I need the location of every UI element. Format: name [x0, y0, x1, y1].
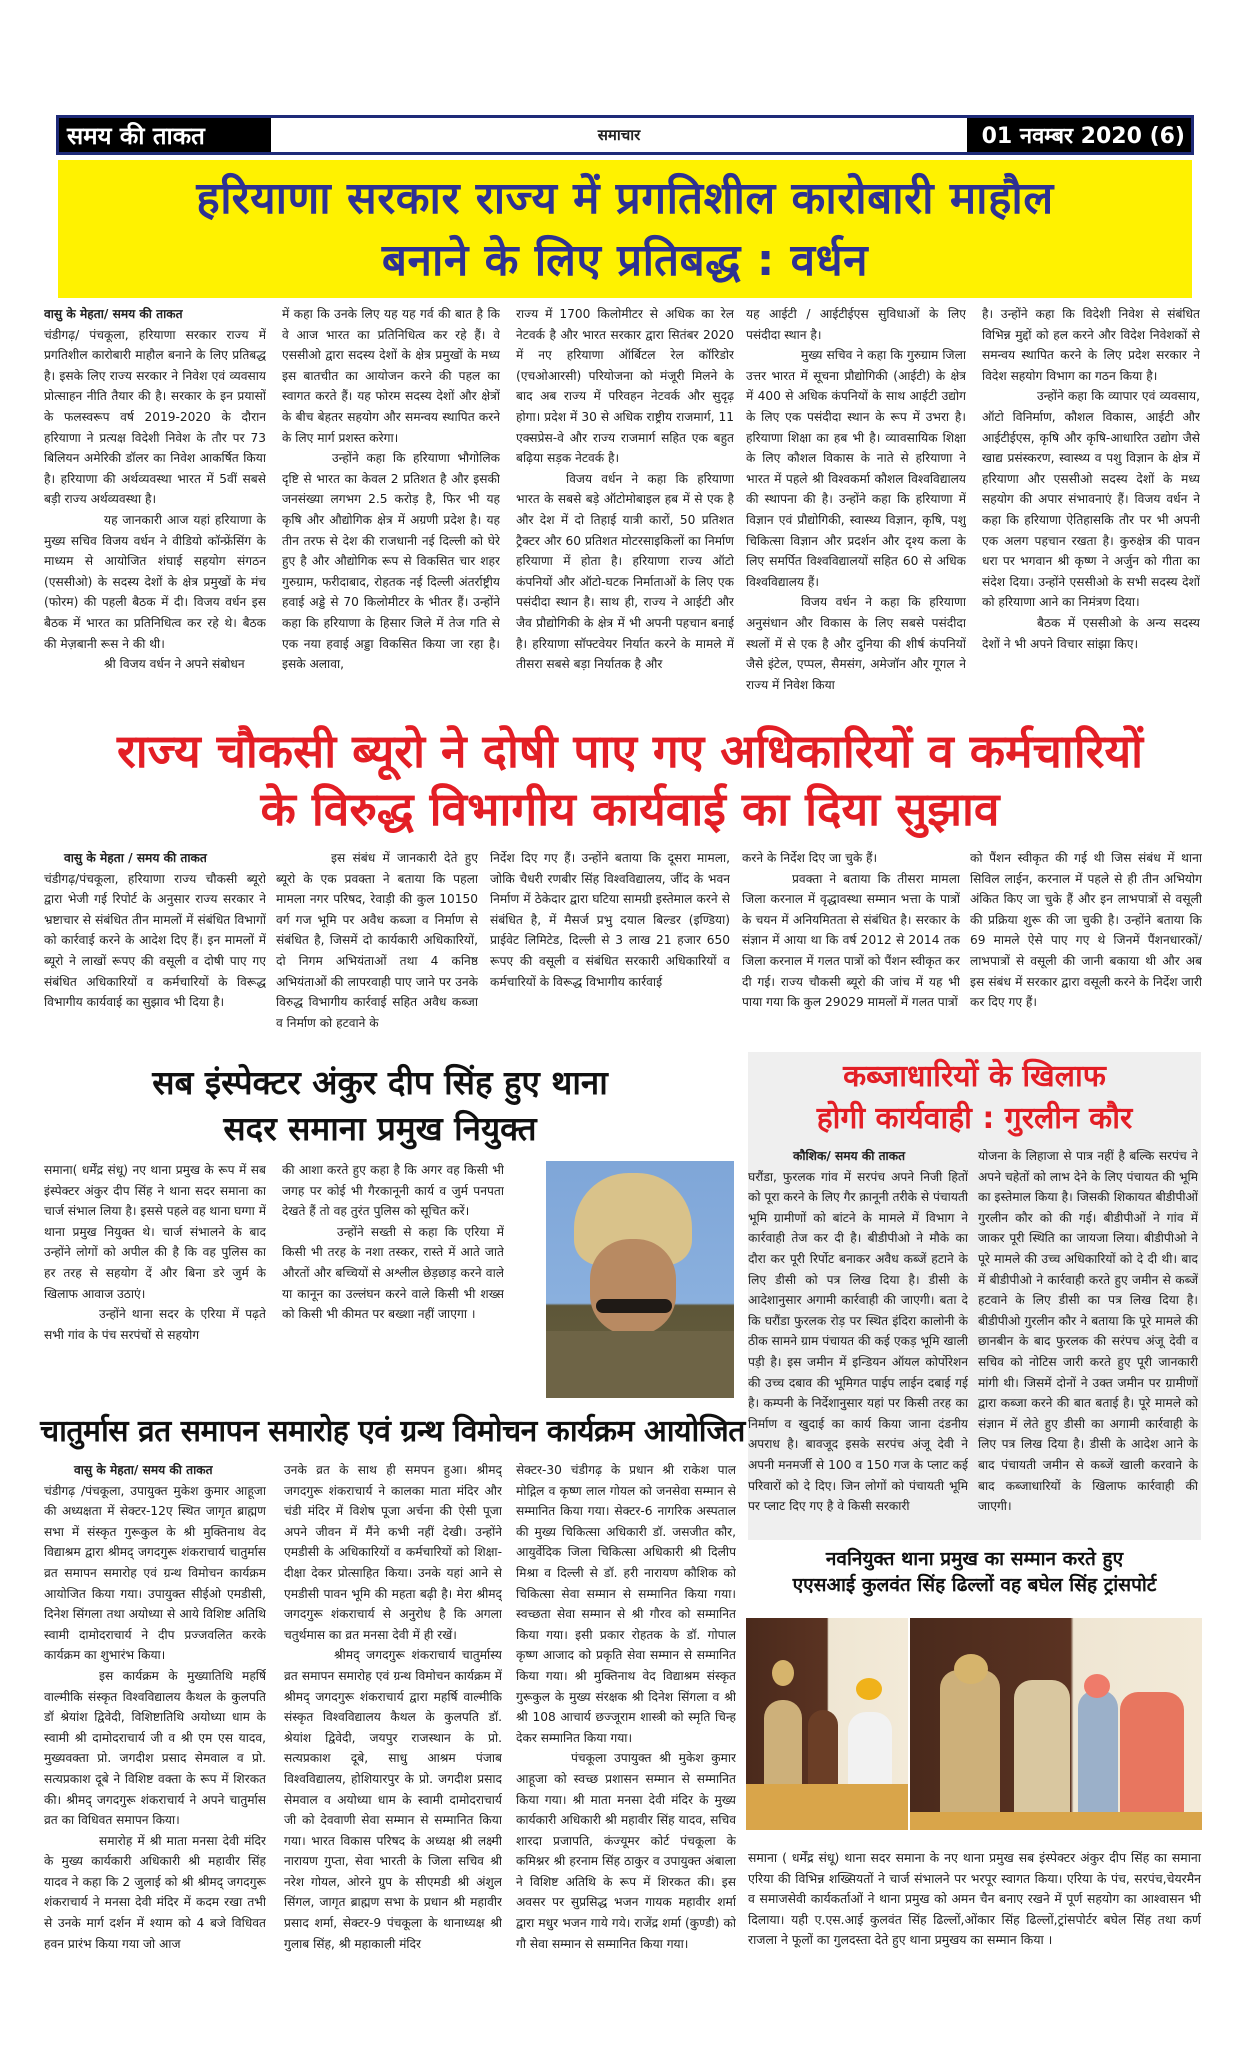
story1-headline-line1: हरियाणा सरकार राज्य में प्रगतिशील कारोबारी माहौल [196, 173, 1054, 224]
turban-shape [954, 1654, 988, 1684]
story3-column-1 [44, 1160, 266, 1405]
story5-paragraph: सेक्टर-30 चंडीगढ़ के प्रधान श्री राकेश पाल मोद्गिल व कृष्ण लाल गोयल को जनसेवा सम्मान से सम्मानित किया गया। सेक्टर-6 नागरिक अस्पताल की मुख्य चिकित्सा अधिकारी डॉ. जसजीत कौर, आयुर्वेदिक जिला चिकित्सा अधिकारी श्री दिलीप मिश्रा व दिल्ली से डॉ. हरी नारायण कौशिक को चिकित्सा सेवा सम्मान से सम्मानित किया गया। स्वच्छता सेवा सम्मान से श्री गौरव को सम्मानित किया गया। इसी प्रकार रोहतक के डॉ. गोपाल कृष्ण आजाद को प्रकृति सेवा सम्मान से सम्मानित किया गया। श्री मुक्तिनाथ वेद विद्याश्रम संस्कृत गुरूकुल के मुख्य संरक्षक श्री दिनेश सिंगला व श्री श्री 108 आचार्य छज्जूराम शास्त्री को स्मृति चिन्ह देकर सम्मानित किया गया। [516, 1463, 736, 1745]
story1-paragraph: मुख्य सचिव ने कहा कि गुरुग्राम जिला उत्तर भारत में सूचना प्रौद्योगिकी (आईटी) के क्षेत्र में 400 से अधिक कंपनियों के साथ आईटी उद्योग के लिए एक पसंदीदा स्थान के रूप में उभरा है। हरियाणा शिक्षा का हब भी है। व्यावसायिक शिक्षा के लिए कौशल विकास के नाते से हरियाणा ने भारत में पहले श्री विश्वकर्मा कौशल विश्वविद्यालय की स्थापना की है। उन्होंने कहा कि हरियाणा में विज्ञान एवं प्रौद्योगिकी, स्वास्थ्य विज्ञान, कृषि, पशु चिकित्सा विज्ञान और प्रदर्शन और दृश्य कला के लिए समर्पित विश्वविद्यालयों सहित 60 से अधिक विश्वविद्यालय हैं। [746, 348, 966, 589]
story1-paragraph: बैठक में एससीओ के अन्य सदस्य देशों ने भी अपने विचार सांझा किए। [982, 615, 1200, 651]
story1-byline: वासु के मेहता/ समय की ताकत [44, 307, 183, 321]
story3-headline-line2: सदर समाना प्रमुख नियुक्त [223, 1109, 537, 1148]
story1-paragraph: यह जानकारी आज यहां हरियाणा के मुख्य सचिव विजय वर्धन ने वीडियो कॉन्फ्रेंसिंग के माध्यम से आयोजित शंघाई सहयोग संगठन (एससीओ) के सदस्य देशों के क्षेत्र प्रमुखों के मंच (फोरम) की पहली बैठक में दी। विजय वर्धन इस बैठक में भारत का प्रतिनिधित्व कर रहे थे। बैठक की मेज़बानी रूस ने की थी। [44, 512, 266, 651]
story2-column-4 [742, 848, 960, 1053]
story5-headline: चातुर्मास व्रत समापन समारोह एवं ग्रन्थ विमोचन कार्यक्रम आयोजित [40, 1414, 745, 1449]
officer-portrait-photo [546, 1161, 734, 1398]
story2-paragraph: को पैंशन स्वीकृत की गई थी जिस संबंध में थाना सिविल लाईन, करनाल में पहले से ही तीन अभियोग अंकित किए जा चुके हैं और इन लाभपात्रों से वसूली की प्रक्रिया शुरू की जा चुकी है। उन्होंने बताया कि 69 मामले ऐसे पाए गए थे जिनमें पैंशनधारकों/ लाभपात्रों से वसूली की जानी बकाया थी और अब इस संबंध में सरकार द्वारा वसूली करने के निर्देश जारी कर दिए गए हैं। [970, 851, 1202, 1010]
story5-column-2 [284, 1460, 502, 2040]
story2-headline-line1: राज्य चौकसी ब्यूरो ने दोषी पाए गए अधिकारियों व कर्मचारियों [116, 724, 1144, 778]
story6-caption: समाना ( धर्मेंद्र संधू) थाना सदर समाना के नए थाना प्रमुख सब इंस्पेक्टर अंकुर दीप सिंह का समाना एरिया की विभिन्न शख्सियतों ने चार्ज संभालने पर भरपूर स्वागत किया। एरिया के पंच, सरपंच,चेयरमैन व समाजसेवी कार्यकर्ताओं ने थाना प्रमुख को अमन चैन बनाए रखने में पूर्ण सहयोग का आश्वासन भी दिलाया। यही ए.एस.आई कुलवंत सिंह ढिल्लों,ओंकार सिंह ढिल्लों,ट्रांसपोर्टर बघेल सिंह तथा कर्ण राजला ने फूलों का गुलदस्ता देते हुए थाना प्रमुखय का सम्मान किया । [748, 1850, 1201, 1947]
story2-column-3 [490, 848, 730, 1053]
story3-headline [40, 1060, 720, 1152]
story2-paragraph: चंडीगढ़/पंचकूला, हरियाणा राज्य चौकसी ब्यूरो द्वारा भेजी गई रिपोर्ट के अनुसार राज्य सरकार ने भ्रष्टाचार से संबंधित तीन मामलों में संबंधित विभागों को कार्रवाई करने के आदेश दिए हैं। इन मामलों में ब्यूरो ने लाखों रूपए की वसूली व दोषी पाए गए संबंधित अधिकारियों व कर्मचारियों के विरूद्ध विभागीय कार्यवाई का सुझाव भी दिया है। [44, 871, 266, 1010]
story5-paragraph: उनके व्रत के साथ ही समपन हुआ। श्रीमद् जगदगुरू शंकराचार्य ने कालका माता मंदिर और चंडी मंदिर में विशेष पूजा अर्चना की ऐसी पूजा अपने जीवन में मैंने कभी नहीं देखी। उन्होंने एमडीसी के अधिकारियों व कर्मचारियों को शिक्षा-दीक्षा देकर प्रोत्साहित किया। उनके यहां आने से एमडीसी पावन भूमि की महता बढ़ी है। मेरा श्रीमद् जगदगुरू शंकराचार्य से अनुरोध है कि अगला चतुर्थमास का व्रत मनसा देवी में ही रखें। [284, 1463, 502, 1642]
story1-column-1 [44, 304, 266, 716]
story1-paragraph: राज्य में 1700 किलोमीटर से अधिक का रेल नेटवर्क है और भारत सरकार द्वारा सितंबर 2020 में नए हरियाणा ऑर्बिटल रेल कॉरिडोर (एचओआरसी) परियोजना को मंजूरी मिलने के बाद अब राज्य में परिवहन नेटवर्क और सुदृढ़ होगा। प्रदेश में 30 से अधिक राष्ट्रीय राजमार्ग, 11 एक्सप्रेस-वे और राज्य राजमार्ग सहित एक बहुत बढ़िया सड़क नेटवर्क है। [516, 307, 734, 466]
story1-paragraph: उन्होंने कहा कि व्यापार एवं व्यवसाय, ऑटो विनिर्माण, कौशल विकास, आईटी और आईटीईएस, कृषि और कृषि-आधारित उद्योग जैसे खाद्य प्रसंस्करण, स्वास्थ्य व पशु विज्ञान के क्षेत्र में हरियाणा और एससीओ सदस्य देशों के मध्य सहयोग की अपार संभावनाएं हैं। विजय वर्धन ने कहा कि हरियाणा ऐतिहासकि तौर पर भी अपनी एक अलग पहचान रखता है। कुरुक्षेत्र की पावन धरा पर भगवान श्री कृष्ण ने अर्जुन को गीता का संदेश दिया। उन्होंने एससीओ के सभी सदस्य देशों को हरियाणा आने का निमंत्रण दिया। [982, 389, 1200, 610]
story1-paragraph: है। उन्होंने कहा कि विदेशी निवेश से संबंधित विभिन्न मुद्दों को हल करने और विदेश निवेशकों से समन्वय स्थापित करने के लिए प्रदेश सरकार ने विदेश सहयोग विभाग का गठन किया है। [982, 307, 1200, 383]
story2-byline: वासु के मेहता / समय की ताकत [64, 851, 207, 865]
story2-column-5 [970, 848, 1202, 1053]
story4-column-2 [978, 1146, 1198, 1536]
mustache-shape [596, 1299, 672, 1313]
story1-headline-line2: बनाने के लिए प्रतिबद्ध : वर्धन [381, 235, 869, 286]
desk-shape [910, 1812, 1202, 1830]
person-figure [1120, 1692, 1184, 1830]
story3-column-2 [282, 1160, 504, 1405]
uniform-shape [546, 1331, 734, 1398]
story1-paragraph: चंडीगढ़/ पंचकूला, हरियाणा सरकार राज्य में प्रगतिशील कारोबारी माहौल बनाने के लिए प्रतिबद्ध है। इसके लिए राज्य सरकार ने निवेश एवं व्यवसाय प्रोत्साहन नीति तैयार की है। सरकार के इन प्रयासों के फलस्वरूप वर्ष 2019-2020 के दौरान हरियाणा ने प्रत्यक्ष विदेशी निवेश के तौर पर 73 बिलियन अमेरिकी डॉलर का निवेश आकर्षित किया है। हरियाणा की अर्थव्यवस्था भारत में 5वीं सबसे बड़ी राज्य अर्थव्यवस्था है। [44, 327, 266, 507]
story6-headline-line1: नवनियुक्त थाना प्रमुख का सम्मान करते हुए [825, 1548, 1124, 1570]
section-label: समाचार [271, 118, 967, 152]
story2-headline-line2: के विरुद्ध विभागीय कार्यवाई का दिया सुझाव [260, 782, 1000, 836]
turban-shape [772, 1660, 794, 1686]
story1-paragraph: में कहा कि उनके लिए यह यह गर्व की बात है कि वे आज भारत का प्रतिनिधित्व कर रहे हैं। वे एससीओ द्वारा सदस्य देशों के क्षेत्र प्रमुखों के मध्य इस बातचीत का आयोजन करने की पहल का स्वागत करते हैं। यह फोरम सदस्य देशों और क्षेत्रों के बीच बेहतर सहयोग और समन्वय स्थापित करने के लिए मार्ग प्रशस्त करेगा। [282, 307, 500, 445]
story1-column-4 [746, 304, 966, 716]
story1-paragraph: विजय वर्धन ने कहा कि हरियाणा अनुसंधान और विकास के लिए सबसे पसंदीदा स्थलों में से एक है और दुनिया की शीर्ष कंपनियों जैसे इंटेल, एप्पल, सैमसंग, अमेजॉन और गूगल ने राज्य में निवेश किया [746, 595, 966, 692]
story4-column-1 [748, 1146, 968, 1536]
person-figure [1014, 1680, 1070, 1830]
story3-paragraph: समाना( धर्मेंद्र संधू) नए थाना प्रमुख के रूप में सब इंस्पेक्टर अंकुर दीप सिंह ने थाना सदर समाना का चार्ज संभाल लिया है। इससे पहले वह थाना घग्गा में थाना प्रमुख नियुक्त थे। चार्ज संभालने के बाद उन्होंने लोगों को अपील की है कि वह पुलिस का हर तरह से सहयोग दें और बिना डरे जुर्म के खिलाफ आवाज उठाएं। [44, 1163, 266, 1301]
story2-headline [40, 722, 1220, 838]
story6-headline-line2: एएसआई कुलवंत सिंह ढिल्लों वह बघेल सिंह ट्रांसपोर्ट [792, 1574, 1157, 1596]
story1-headline-banner [58, 160, 1192, 298]
story6-headline [748, 1546, 1201, 1598]
date-page: 01 नवम्बर 2020 (6) [967, 118, 1191, 152]
face-shape [590, 1239, 676, 1335]
story3-paragraph: उन्होंने थाना सदर के एरिया में पढ़ते सभी गांव के पंच सरपंचों से सहयोग [44, 1307, 266, 1342]
story1-column-5 [982, 304, 1200, 716]
story2-paragraph: करने के निर्देश दिए जा चुके हैं। [742, 851, 878, 865]
story5-paragraph: पंचकूला उपायुक्त श्री मुकेश कुमार आहूजा को स्वच्छ प्रशासन सम्मान से सम्मानित किया गया। श्री माता मनसा देवी मंदिर के मुख्य कार्यकारी अधिकारी श्री महावीर सिंह यादव, सचिव शारदा प्रजापति, कंज्यूमर कोर्ट पंचकूला के कमिश्नर श्री हरनाम सिंह ठाकुर व उपायुक्त अंबाला ने विशिष्ट अतिथि के रूप में शिरकत की। इस अवसर पर सुप्रसिद्ध भजन गायक महावीर शर्मा द्वारा मधुर भजन गाये गये। राजेंद्र शर्मा (कुण्डी) को गौ सेवा सम्मान से सम्मानित किया गया। [516, 1751, 736, 1951]
story2-column-2 [276, 848, 478, 1053]
story5-paragraph: चंडीगढ़ /पंचकूला, उपायुक्त मुकेश कुमार आहूजा की अध्यक्षता में सेक्टर-12ए स्थित जागृत ब्राह्मण सभा में संस्कृत गुरूकुल के श्री मुक्तिनाथ वेद विद्याश्रम द्वारा श्रीमद् जगदगुरू शंकराचार्य चातुर्मास व्रत समापन समारोह एवं ग्रन्थ विमोचन कार्यक्रम आयोजित किया गया। उपायुक्त सीईओ एमडीसी, दिनेश सिंगला तथा अयोध्या से आये विशिष्ट अतिथि स्वामी दामोदराचार्य ने दीप प्रज्जवलित करके कार्यक्रम का शुभारंभ किया। [44, 1483, 266, 1663]
story1-column-3 [516, 304, 734, 716]
story1-paragraph: श्री विजय वर्धन ने अपने संबोधन [104, 657, 245, 672]
desk-shape [746, 1784, 908, 1830]
story4-headline [748, 1056, 1201, 1140]
story5-byline: वासु के मेहता/ समय की ताकत [74, 1463, 213, 1477]
story5-paragraph: समारोह में श्री माता मनसा देवी मंदिर के मुख्य कार्यकारी अधिकारी श्री महावीर सिंह यादव ने कहा कि 2 जुलाई को श्री श्रीमद् जगदगुरू शंकराचार्य ने मनसा देवी मंदिर में कदम रखा तभी से उनके मार्ग दर्शन में श्याम को 4 बजे विधिवत हवन प्रारंभ किया गया जो आज [44, 1833, 266, 1951]
story1-column-2 [282, 304, 500, 716]
story5-paragraph: श्रीमद् जगदगुरू शंकराचार्य चातुर्मास्य व्रत समापन समारोह एवं ग्रन्थ विमोचन कार्यक्रम में श्रीमद् जगदगुरू शंकराचार्य द्वारा महर्षि वाल्मीकि संस्कृत विश्वविद्यालय कैथल के कुलपति डॉ. श्रेयांश द्विवेदी, जयपुर राजस्थान के प्रो. सत्यप्रकाश दूबे, साधु आश्रम पंजाब विश्वविद्यालय, होशियारपुर के प्रो. जगदीश प्रसाद सेमवाल व अयोध्या धाम के स्वामी दामोदराचार्य जी को देववाणी सेवा सम्मान से सम्मानित किया गया। भारत विकास परिषद के अध्यक्ष श्री लक्ष्मी नारायण गुप्ता, सेवा भारती के जिला सचिव श्री नरेश गोयल, ओरने ग्रुप के सीएमडी श्री अंशुल सिंगल, जागृत ब्राह्मण सभा के प्रधान श्री महावीर प्रसाद शर्मा, सेक्टर-9 पंचकूला के थानाध्यक्ष श्री गुलाब सिंह, श्री महाकाली मंदिर [284, 1648, 502, 1951]
paper-name: समय की ताकत [59, 118, 271, 152]
story5-column-3 [516, 1460, 736, 2040]
story3-headline-line1: सब इंस्पेक्टर अंकुर दीप सिंह हुए थाना [152, 1063, 608, 1102]
story2-paragraph: इस संबंध में जानकारी देते हुए ब्यूरो के एक प्रवक्ता ने बताया कि पहला मामला नगर परिषद, रेवाड़ी की कुल 10150 वर्ग गज भूमि पर अवैध कब्जा व निर्माण से संबंधित है, जिसमें दो कार्यकारी अधिकारियों, दो निगम अभियंताओं तथा 4 कनिष्ठ अभियंताओं की लापरवाही पाए जाने पर उनके विरुद्ध विभागीय कार्रवाई सहित अवैध कब्जा व निर्माण को हटवाने के [276, 851, 478, 1030]
story2-paragraph: निर्देश दिए गए हैं। उन्होंने बताया कि दूसरा मामला, जोकि चैधरी रणबीर सिंह विश्वविद्यालय, जींद के भवन निर्माण में ठेकेदार द्वारा घटिया सामग्री इस्तेमाल करने से संबंधित है, में मैसर्ज प्रभु दयाल बिल्डर (इण्डिया) प्राईवेट लिमिटेड, दिल्ली से 3 लाख 21 हजार 650 रूपए की वसूली व संबंधित सरकारी अधिकारियों व कर्मचारियों के विरूद्ध विभागीय कार्रवाई [490, 851, 730, 989]
story4-paragraph: घरौंडा, फुरलक गांव में सरपंच अपने निजी हितों को पूरा करने के लिए गैर क़ानूनी तरीके से पंचायती भूमि ग्रामीणों को बांटने के मामले में विभाग ने कार्रवाही तेज कर दी है। बीडीपीओ ने मौके का दौरा कर पूरी रिर्पोट बनाकर अवैध कब्जें हटाने के लिए डीसी को पत्र लिख दिया है। डीसी के आदेशानुसार अगामी कार्रवाही की जाएगी। बता दे कि घरौंडा फुरलक रोड़ पर स्थित इंदिरा कालोनी के ठीक सामने ग्राम पंचायत की कई एकड़ भूमि खाली पड़ी है। इस जमीन में इन्डियन ऑयल कोर्पोरेशन की उच्च दबाव की भूमिगत पाईप लाईन दबाई गई है। कम्पनी के निर्देशानुसार यहां पर किसी तरह का निर्माण व खुदाई का कार्य किया जाना दंडनीय अपराध है। बावजूद इसके सरपंच अंजू देवी ने अपनी मनमर्जी से 100 व 150 गज के प्लाट कई परिवारों को दे दिए। जिन लोगों को पंचायती भूमि पर प्लाट दिए गए है वे किसी सरकारी [748, 1169, 968, 1514]
story1-paragraph: यह आईटी / आईटीईएस सुविधाओं के लिए पसंदीदा स्थान है। [746, 307, 966, 342]
person-figure [1078, 1690, 1118, 1830]
turban-shape [856, 1678, 882, 1700]
story2-paragraph: प्रवक्ता ने बताया कि तीसरा मामला जिला करनाल में वृद्धावस्था सम्मान भत्ता के पात्रों के चयन में अनियमितता से संबंधित है। सरकार के संज्ञान में आया था कि वर्ष 2012 से 2014 तक जिला करनाल में गलत पात्रों को पैंशन स्वीकृत कर दी गई। राज्य चौकसी ब्यूरो की जांच में यह भी पाया गया कि कुल 29029 मामलों में गलत पात्रों [742, 871, 960, 1010]
story5-paragraph: इस कार्यक्रम के मुख्यातिथि महर्षि वाल्मीकि संस्कृत विश्वविद्यालय कैथल के कुलपति डॉ श्रेयांश द्विवेदी, विशिष्टातिथि अयोध्या धाम के स्वामी श्री दामोदराचार्य जी व श्री एम एस यादव, मुख्यवक्ता प्रो. जगदीश प्रसाद सेमवाल व प्रो. सत्यप्रकाश दूबे ने विशिष्ट वक्ता के रूप में शिरकत की। श्रीमद् जगदगुरू शंकराचार्य ने अपने चातुर्मास व्रत का विधिवत समापन किया। [44, 1668, 266, 1828]
story4-paragraph: योजना के लिहाजा से पात्र नहीं है बल्कि सरपंच ने अपने चहेतों को लाभ देने के लिए पंचायत की भूमि का इस्तेमाल किया है। जिसकी शिकायत बीडीपीओं गुरलीन कौर को की गई। बीडीपीओं ने गांव में जाकर पूरी स्थिति का जायजा लिया। बीडीपीओ ने पूरे मामले की उच्च अधिकारियों को दे दी थी। बाद में बीडीपीओ ने कार्रवाही करते हुए जमीन से कब्जें हटवाने के लिए डीसी का पत्र लिख दिया है। बीडीपीओ गुरलीन कौर ने बताया कि पूरे मामले की छानबीन के बाद फुरलक की सरंपच अंजू देवी व सचिव को नोटिस जारी करते हुए पूरी जानकारी मांगी थी। जिसमें दोनों ने उक्त जमीन पर ग्रामीणों द्वारा कब्जा करने की बात बताई है। पूरे मामले को संज्ञान में लेते हुए डीसी का अगामी कार्रवाही के लिए पत्र लिख दिया है। डीसी के आदेश आने के बाद पंचायती जमीन से कब्जें खाली करवाने के बाद कब्जाधारियों के खिलाफ कार्रवाही की जाएगी। [978, 1149, 1198, 1514]
story3-paragraph: की आशा करते हुए कहा है कि अगर वह किसी भी जगह पर कोई भी गैरकानूनी कार्य व जुर्म पनपता देखते हैं तो वह तुरंत पुलिस को सूचित करें। [282, 1163, 504, 1219]
story3-paragraph: उन्होंने सख्ती से कहा कि एरिया में किसी भी तरह के नशा तस्कर, रास्ते में आते जाते औरतों और बच्चियों से अश्लील छेड़छाड़ करने वाले या कानून का उल्लंघन करने वाले किसी भी शख्स को किसी भी कीमत पर बख्शा नहीं जाएगा । [282, 1224, 504, 1322]
story5-column-1 [44, 1460, 266, 2040]
officer-figure [940, 1670, 1000, 1830]
photo-panel-right [910, 1618, 1202, 1830]
turban-shape [1084, 1674, 1110, 1698]
story2-column-1 [44, 848, 266, 1053]
story4-headline-line2: होगी कार्यवाही : गुरलीन कौर [816, 1101, 1133, 1136]
story4-byline: कौशिक/ समय की ताकत [793, 1149, 906, 1163]
photo-panel-left [746, 1618, 908, 1830]
masthead [56, 115, 1194, 155]
story4-headline-line1: कब्जाधारियों के खिलाफ [843, 1059, 1106, 1094]
story1-paragraph: विजय वर्धन ने कहा कि हरियाणा भारत के सबसे बड़े ऑटोमोबाइल हब में से एक है और देश में दो तिहाई यात्री कारों, 50 प्रतिशत ट्रैक्टर और 60 प्रतिशत मोटरसाइकिलों का निर्माण हरियाणा में होता है। हरियाणा राज्य ऑटो कंपनियों और ऑटो-घटक निर्माताओं के लिए एक पसंदीदा स्थान है। साथ ही, राज्य ने आईटी और जैव प्रौद्योगिकी के क्षेत्र में भी अपनी पहचान बनाई है। हरियाणा सॉफ्टवेयर निर्यात करने के मामले में तीसरा सबसे बड़ा निर्यातक है और [516, 471, 734, 672]
story1-paragraph: उन्होंने कहा कि हरियाणा भौगोलिक दृष्टि से भारत का केवल 2 प्रतिशत है और इसकी जनसंख्या लगभग 2.5 करोड़ है, फिर भी यह कृषि और औद्योगिक क्षेत्र में अग्रणी प्रदेश है। यह तीन तरफ से देश की राजधानी नई दिल्ली को घेरे हुए है और औद्योगिक रूप से विकसित चार शहर गुरुग्राम, फरीदाबाद, रोहतक नई दिल्ली अंतर्राष्ट्रीय हवाई अड्डे से 70 किलोमीटर के भीतर हैं। उन्होंने कहा कि हरियाणा के हिसार जिले में तेज गति से एक नया हवाई अड्डा विकसित किया जा रहा है। इसके अलावा, [282, 451, 500, 672]
felicitation-photo [746, 1618, 1202, 1830]
